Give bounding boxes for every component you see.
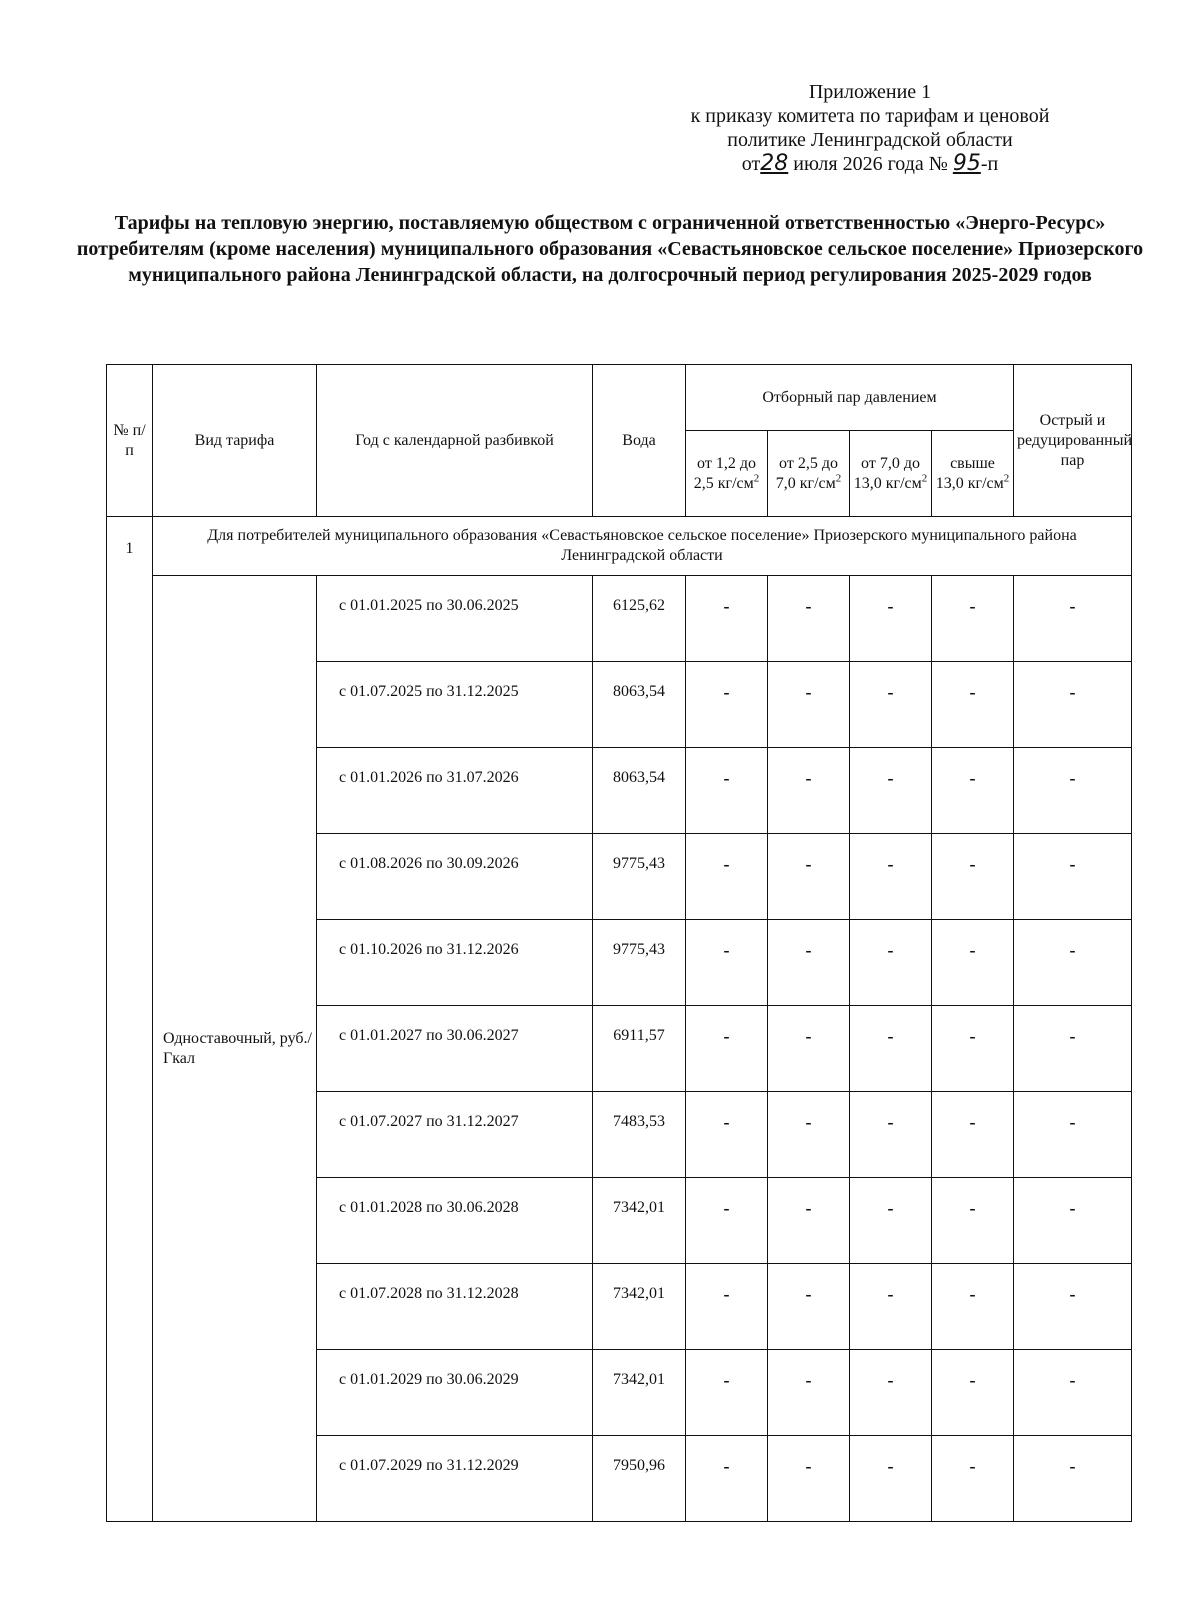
group-row — [107, 517, 1132, 576]
sharp-steam-cell: - — [1014, 1436, 1132, 1522]
period-cell: с 01.08.2026 по 30.09.2026 — [317, 834, 593, 920]
header-water: Вода — [593, 365, 686, 517]
pressure-2-cell: - — [768, 1178, 850, 1264]
pressure-2-cell: - — [768, 1006, 850, 1092]
pressure-1-cell: - — [686, 662, 768, 748]
appendix-date-line — [620, 152, 1120, 176]
document-title: Тарифы на тепловую энергию, поставляемую обществом с ограниченной ответственностью «Энерго-Ресурс» потребителям (кроме населения) муниципального образования «Севастьяновское сельское поселение» Приозерского муниципального района Ленинградской области, на долгосрочный период регулирования 2025-2029 годов — [76, 212, 1144, 286]
order-number: 95 — [952, 151, 981, 176]
period-cell: с 01.07.2027 по 31.12.2027 — [317, 1092, 593, 1178]
pressure-2-cell: - — [768, 748, 850, 834]
period-cell: с 01.01.2028 по 30.06.2028 — [317, 1178, 593, 1264]
pressure-4-cell: - — [932, 1264, 1014, 1350]
water-cell: 9775,43 — [593, 920, 686, 1006]
pressure-4-cell: - — [932, 662, 1014, 748]
pressure-1-cell: - — [686, 1436, 768, 1522]
tariff-type-cell: Одноставочный, руб./Гкал — [153, 576, 317, 1522]
period-cell: с 01.07.2025 по 31.12.2025 — [317, 662, 593, 748]
sharp-steam-cell: - — [1014, 1092, 1132, 1178]
water-cell: 7950,96 — [593, 1436, 686, 1522]
water-cell: 9775,43 — [593, 834, 686, 920]
period-cell: с 01.01.2029 по 30.06.2029 — [317, 1350, 593, 1436]
period-cell: с 01.07.2029 по 31.12.2029 — [317, 1436, 593, 1522]
pressure-1-cell: - — [686, 834, 768, 920]
sharp-steam-cell: - — [1014, 1178, 1132, 1264]
pressure-1-cell: - — [686, 576, 768, 662]
appendix-block — [620, 80, 1120, 176]
pressure-2-cell: - — [768, 1092, 850, 1178]
pressure-3-cell: - — [850, 748, 932, 834]
group-label: Для потребителей муниципального образования «Севастьяновское сельское поселение» Приозерского муниципального района Ленинградской области — [153, 517, 1132, 576]
tariff-table-body — [107, 517, 1132, 1522]
pressure-2-cell: - — [768, 1436, 850, 1522]
pressure-3-cell: - — [850, 920, 932, 1006]
pressure-1-cell: - — [686, 1264, 768, 1350]
period-cell: с 01.01.2027 по 30.06.2027 — [317, 1006, 593, 1092]
pressure-4-cell: - — [932, 1092, 1014, 1178]
header-pressure-4: свыше 13,0 $кг/см^2$ — [932, 431, 1014, 517]
header-sharp-steam: Острый и редуцированный пар — [1014, 365, 1132, 517]
tariff-table — [106, 364, 1132, 1522]
sharp-steam-cell: - — [1014, 834, 1132, 920]
date-prefix: от — [741, 153, 761, 175]
pressure-2-cell: - — [768, 576, 850, 662]
pressure-4-cell: - — [932, 920, 1014, 1006]
water-cell: 7342,01 — [593, 1178, 686, 1264]
pressure-1-cell: - — [686, 1006, 768, 1092]
pressure-4-cell: - — [932, 576, 1014, 662]
pressure-1-cell: - — [686, 1178, 768, 1264]
pressure-1-cell: - — [686, 1350, 768, 1436]
group-number: 1 — [107, 517, 153, 1522]
header-pressure-2: от 2,5 до 7,0 $кг/см^2$ — [768, 431, 850, 517]
pressure-3-cell: - — [850, 1264, 932, 1350]
appendix-line-3: политике Ленинградской области — [727, 129, 1013, 151]
sharp-steam-cell: - — [1014, 748, 1132, 834]
water-cell: 7342,01 — [593, 1264, 686, 1350]
sharp-steam-cell: - — [1014, 1006, 1132, 1092]
water-cell: 8063,54 — [593, 662, 686, 748]
pressure-3-cell: - — [850, 1092, 932, 1178]
pressure-3-cell: - — [850, 662, 932, 748]
header-number: № п/ п — [107, 365, 153, 517]
sharp-steam-cell: - — [1014, 920, 1132, 1006]
water-cell: 6911,57 — [593, 1006, 686, 1092]
water-cell: 7342,01 — [593, 1350, 686, 1436]
pressure-2-cell: - — [768, 1264, 850, 1350]
pressure-2-cell: - — [768, 662, 850, 748]
pressure-3-cell: - — [850, 834, 932, 920]
header-pressure-1: от 1,2 до 2,5 $кг/см^2$ — [686, 431, 768, 517]
sharp-steam-cell: - — [1014, 1264, 1132, 1350]
pressure-4-cell: - — [932, 1436, 1014, 1522]
pressure-2-cell: - — [768, 1350, 850, 1436]
water-cell: 6125,62 — [593, 576, 686, 662]
appendix-line-1: Приложение 1 — [808, 81, 932, 103]
header-tariff-type: Вид тарифа — [153, 365, 317, 517]
pressure-2-cell: - — [768, 920, 850, 1006]
sharp-steam-cell: - — [1014, 662, 1132, 748]
pressure-4-cell: - — [932, 834, 1014, 920]
sharp-steam-cell: - — [1014, 1350, 1132, 1436]
date-middle: июля 2026 года № — [793, 153, 948, 175]
period-cell: с 01.01.2026 по 31.07.2026 — [317, 748, 593, 834]
pressure-4-cell: - — [932, 1006, 1014, 1092]
header-year: Год с календарной разбивкой — [317, 365, 593, 517]
pressure-3-cell: - — [850, 1178, 932, 1264]
pressure-3-cell: - — [850, 1350, 932, 1436]
appendix-line-2: к приказу комитета по тарифам и ценовой — [690, 105, 1050, 127]
water-cell: 8063,54 — [593, 748, 686, 834]
date-day: 28 — [760, 151, 789, 176]
period-cell: с 01.10.2026 по 31.12.2026 — [317, 920, 593, 1006]
pressure-1-cell: - — [686, 1092, 768, 1178]
header-pressure-3: от 7,0 до 13,0 $кг/см^2$ — [850, 431, 932, 517]
pressure-1-cell: - — [686, 748, 768, 834]
sharp-steam-cell: - — [1014, 576, 1132, 662]
pressure-1-cell: - — [686, 920, 768, 1006]
header-steam-group: Отборный пар давлением — [686, 365, 1014, 431]
pressure-4-cell: - — [932, 1350, 1014, 1436]
period-cell: с 01.07.2028 по 31.12.2028 — [317, 1264, 593, 1350]
pressure-3-cell: - — [850, 576, 932, 662]
pressure-3-cell: - — [850, 1006, 932, 1092]
pressure-4-cell: - — [932, 748, 1014, 834]
water-cell: 7483,53 — [593, 1092, 686, 1178]
period-cell: с 01.01.2025 по 30.06.2025 — [317, 576, 593, 662]
order-suffix: -п — [980, 153, 999, 175]
pressure-4-cell: - — [932, 1178, 1014, 1264]
pressure-3-cell: - — [850, 1436, 932, 1522]
pressure-2-cell: - — [768, 834, 850, 920]
